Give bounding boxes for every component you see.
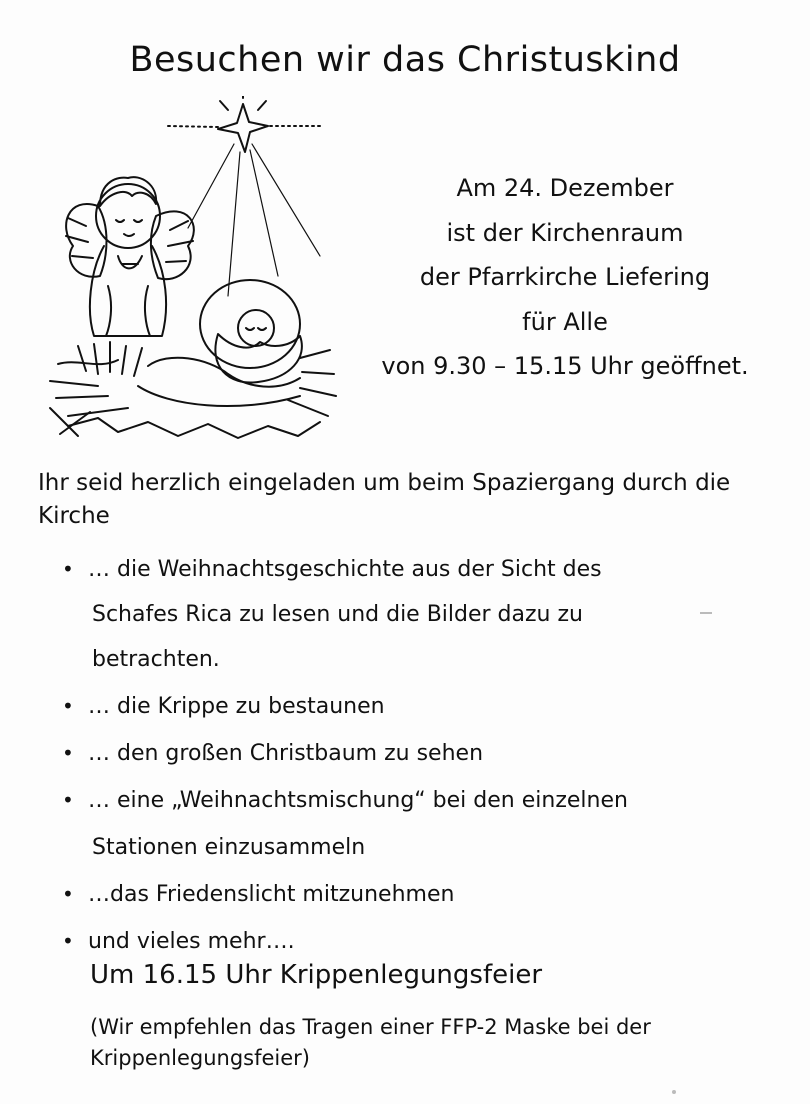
list-item-continuation: Schafes Rica zu lesen und die Bilder dazu zu bbox=[92, 602, 583, 627]
ceremony-heading: Um 16.15 Uhr Krippenlegungsfeier bbox=[90, 960, 543, 990]
scan-mark bbox=[700, 612, 712, 614]
scan-dot bbox=[672, 1090, 676, 1094]
intro-line: von 9.30 – 15.15 Uhr geöffnet. bbox=[381, 352, 749, 380]
mask-note: (Wir empfehlen das Tragen einer FFP-2 Maske bei der Krippenlegungsfeier) bbox=[90, 1015, 651, 1070]
list-item: • … eine „Weihnachtsmischung“ bei den einzelnen bbox=[62, 778, 762, 823]
list-item: • … die Krippe zu bestaunen bbox=[62, 684, 762, 729]
opening-info bbox=[330, 166, 800, 389]
bullet-icon: • bbox=[62, 788, 74, 812]
bullet-icon: • bbox=[62, 882, 74, 906]
intro-line: der Pfarrkirche Liefering bbox=[419, 263, 711, 291]
bullet-icon: • bbox=[62, 929, 74, 953]
invitation-text: Ihr seid herzlich eingeladen um beim Spaziergang durch die Kirche bbox=[38, 470, 731, 529]
intro-line: Am 24. Dezember bbox=[456, 174, 674, 202]
list-item-continuation: Stationen einzusammeln bbox=[92, 835, 366, 860]
star-icon bbox=[168, 96, 323, 152]
list-item-continuation: betrachten. bbox=[92, 647, 220, 672]
list-item: • … den großen Christbaum zu sehen bbox=[62, 731, 762, 776]
activity-list bbox=[62, 547, 762, 964]
bullet-icon: • bbox=[62, 741, 74, 765]
intro-line: ist der Kirchenraum bbox=[446, 218, 684, 247]
bullet-icon: • bbox=[62, 694, 74, 718]
angel-with-child-in-manger-icon bbox=[38, 96, 338, 446]
list-item: • …das Friedenslicht mitzunehmen bbox=[62, 872, 762, 917]
page-title: Besuchen wir das Christuskind bbox=[129, 40, 681, 80]
intro-line: für Alle bbox=[522, 307, 608, 336]
list-item: • und vieles mehr…. bbox=[62, 919, 762, 964]
list-item: • … die Weihnachtsgeschichte aus der Sicht des bbox=[62, 547, 762, 592]
bullet-icon: • bbox=[62, 557, 74, 581]
